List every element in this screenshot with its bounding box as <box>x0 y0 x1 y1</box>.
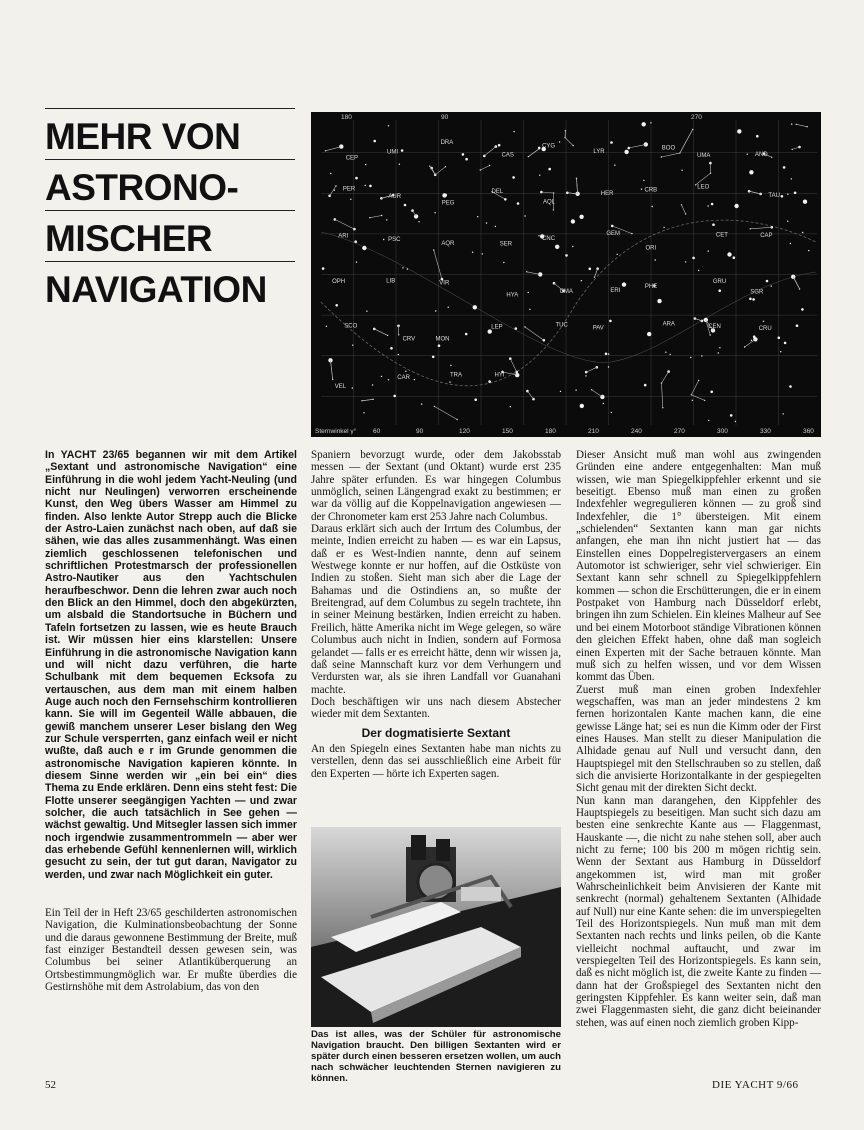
star-dot <box>608 366 609 367</box>
star-dot <box>681 170 682 171</box>
page-number: 52 <box>45 1079 56 1091</box>
column-2 <box>311 449 561 780</box>
constellation-label: DRA <box>440 140 454 146</box>
star-dot <box>353 228 356 231</box>
constellation-label: PHE <box>644 284 658 291</box>
star-dot <box>698 270 699 271</box>
star-dot <box>641 189 642 190</box>
star-dot <box>589 268 592 271</box>
star-dot <box>624 150 628 154</box>
constellation-label: GEM <box>606 231 621 238</box>
body-paragraph: An den Spiegeln eines Sextanten habe man nichts zu verstellen, denn das sei ausschließlich eine Arbeit für den Experten — hörte ich Experten sagen. <box>311 742 561 780</box>
star-dot <box>735 421 736 422</box>
star-dot <box>790 243 791 244</box>
constellation-label: PAV <box>592 325 604 332</box>
constellation-label: SCO <box>344 323 358 330</box>
star-dot <box>644 384 647 387</box>
tick-label-bottom: 270 <box>674 428 685 435</box>
constellation-label: LEP <box>491 324 503 331</box>
constellation-label: AND <box>755 151 768 158</box>
constellation-label: HER <box>600 190 614 197</box>
sextant-photo-svg <box>311 827 561 1027</box>
star-dot <box>477 216 478 217</box>
constellation-label: CAR <box>397 375 410 382</box>
star-dot <box>335 304 338 307</box>
star-dot <box>733 256 736 259</box>
star-dot <box>796 324 799 327</box>
star-dot <box>354 240 357 243</box>
tick-label-bottom: 300 <box>717 428 728 435</box>
star-dot <box>749 170 753 174</box>
subheading: Der dogmatisierte Sextant <box>361 725 511 740</box>
star-dot <box>708 250 709 251</box>
star-dot <box>388 379 389 380</box>
star-dot <box>515 327 518 330</box>
star-dot <box>538 235 539 236</box>
star-dot <box>517 202 520 205</box>
constellation-label: LEO <box>697 184 710 191</box>
star-dot <box>596 366 599 369</box>
star-dot <box>771 285 772 286</box>
constellation-label: CAS <box>501 152 514 159</box>
star-dot <box>622 282 626 286</box>
star-dot <box>783 413 784 414</box>
star-dot <box>381 376 382 377</box>
star-dot <box>474 398 477 401</box>
star-dot <box>401 149 404 152</box>
body-paragraph: Zuerst muß man einen groben Indexfehler wegschaffen, was man an jeder mindestens 2 km fernen horizontalen Kante machen kann, die eine gewisse Länge hat; sei es nun die Kimm oder der First eines Hauses. Man stellt zu dieser Manipulation die Alhidade genau auf Null und versucht dann, den Hauptspiegel mit den Stellschrauben so zu stellen, daß sich die anvisierte Horizontalkante in der gespiegelten Sicht genau mit der direkten Sicht deckt. <box>576 683 821 795</box>
star-dot <box>808 250 809 251</box>
star-dot <box>605 353 608 356</box>
star-dot <box>404 204 407 207</box>
star-dot <box>445 194 448 197</box>
star-dot <box>647 332 651 336</box>
constellation-label: PER <box>342 186 356 193</box>
star-dot <box>571 219 575 223</box>
star-dot <box>652 206 653 207</box>
constellation-label: TUC <box>555 322 568 329</box>
headline <box>45 108 295 312</box>
star-dot <box>644 142 648 146</box>
constellation-label: AUR <box>388 194 402 201</box>
title-rule <box>45 261 295 262</box>
constellation-label: ARI <box>338 233 349 240</box>
star-dot <box>614 165 615 166</box>
star-dot <box>784 342 787 345</box>
title-rule <box>45 108 295 109</box>
star-chart-svg <box>311 112 821 437</box>
star-dot <box>402 267 403 268</box>
constellation-label: SER <box>499 241 513 248</box>
title-rule <box>45 159 295 160</box>
star-dot <box>581 280 582 281</box>
star-dot <box>708 420 709 421</box>
tick-label-bottom: 240 <box>631 428 642 435</box>
constellation-label: AQR <box>441 241 455 248</box>
star-dot <box>657 299 661 303</box>
star-dot <box>528 292 529 293</box>
star-dot <box>711 203 714 206</box>
tick-label-bottom: 90 <box>416 428 424 435</box>
star-dot <box>737 129 741 133</box>
star-dot <box>465 158 468 161</box>
star-dot <box>655 259 656 260</box>
constellation-label: ORI <box>645 245 657 252</box>
star-dot <box>650 122 651 123</box>
star-dot <box>350 199 351 200</box>
star-dot <box>448 307 449 308</box>
tick-label-bottom: 360 <box>803 428 814 435</box>
star-dot <box>449 381 450 382</box>
star-dot <box>482 253 483 254</box>
star-dot <box>432 356 435 359</box>
star-dot <box>670 354 671 355</box>
constellation-label: TRA <box>450 372 462 379</box>
star-dot <box>512 176 515 179</box>
body-paragraph: Nun kann man darangehen, den Kippfehler des Hauptspiegels zu beseitigen. Man sucht sich dazu am besten eine senkrechte Kante aus — Flaggenmast, Hauskante —, die nicht zu nahe stehen soll, aber auch nicht zu ferne; 100 bis 200 m mögen richtig sein. Wenn der Sextant aus Hamburg in Düsseldorf angekommen ist, wird man mit großer Wahrscheinlichkeit beim Anvisieren der Kante mit senkrecht (normal) gehaltenem Sextanten (Alhidade auf Null) nur eine Kante sehen: die im unverspiegelten Teil des Horizontspiegels. Nun muß man mit dem Sextanten nach rechts und links peilen, ob die Kante vielleicht nochmal auftaucht, und zwar im verspiegelten Teil des Horizontspiegels. Es kann sein, daß es nicht möglich ist, die zweite Kante zu finden — dann hat der Großspiegel des Sextanten nicht den geringsten Kippfehler. Es kann weiter sein, daß man zwei Flaggenmasten sieht, die ganz dicht beieinander stehen, was auf einen noch ziemlich groben Kipp- <box>576 794 821 1029</box>
title-line-1: MEHR VON <box>45 116 241 157</box>
star-dot <box>565 254 568 257</box>
star-dot <box>611 225 614 228</box>
star-dot <box>373 140 376 143</box>
star-dot <box>727 252 731 256</box>
star-dot <box>352 345 353 346</box>
star-dot <box>515 373 519 377</box>
star-dot <box>753 335 756 338</box>
star-dot <box>575 389 576 390</box>
star-dot <box>434 212 435 213</box>
constellation-label: LYR <box>593 149 605 155</box>
star-dot <box>643 180 644 181</box>
photo-caption: Das ist alles, was der Schüler für astronomische Navigation braucht. Den billigen Sextanten wird er später durch einen besseren ersetzen wollen, um auch nach schwächer leuchtenden Sternen navigieren zu können. <box>311 1029 561 1084</box>
star-dot <box>414 379 415 380</box>
star-dot <box>559 141 560 142</box>
star-dot <box>719 347 720 348</box>
star-dot <box>747 154 748 155</box>
constellation-label: ERI <box>610 288 621 294</box>
star-dot <box>787 221 788 222</box>
star-dot <box>529 309 530 310</box>
star-dot <box>803 200 807 204</box>
star-dot <box>555 245 559 249</box>
body-paragraph: Spaniern bevorzugt wurde, oder dem Jakobsstab messen — der Sextant (und Oktant) wurde erst 235 Jahre später erfunden. Es war hingegen Columbus unmöglich, seinen Längengrad exakt zu bestimmen; er war da völlig auf die Koppelnavigation angewiesen — der Chronometer kam erst 253 Jahre nach Columbus. <box>311 449 561 523</box>
constellation-label: CET <box>715 232 728 239</box>
star-dot <box>734 204 738 208</box>
star-dot <box>383 239 384 240</box>
star-dot <box>579 215 583 219</box>
star-dot <box>756 135 759 138</box>
star-dot <box>363 412 364 413</box>
constellation-label: TAU <box>768 193 780 200</box>
constellation-label: CYG <box>542 143 556 150</box>
constellation-label: CAP <box>760 233 773 239</box>
star-dot <box>539 175 540 176</box>
star-dot <box>642 122 646 126</box>
constellation-label: CRU <box>758 326 772 333</box>
star-dot <box>386 219 387 220</box>
title-line-4: NAVIGATION <box>45 269 267 310</box>
title-rule <box>45 210 295 211</box>
star-dot <box>326 326 327 327</box>
star-dot <box>450 365 451 366</box>
star-dot <box>355 177 358 180</box>
star-dot <box>407 268 408 269</box>
star-dot <box>781 195 784 198</box>
star-dot <box>510 406 511 407</box>
star-dot <box>572 246 573 247</box>
star-dot <box>791 275 795 279</box>
star-dot <box>330 173 331 174</box>
star-dot <box>730 414 733 417</box>
star-dot <box>352 387 353 388</box>
constellation-label: MON <box>435 336 450 343</box>
constellation-label: CEN <box>708 324 721 330</box>
body-paragraph: Dieser Ansicht muß man wohl aus zwingenden Gründen eine andere entgegenhalten: Man muß wissen, wie man Spiegelkippfehler erkennt und sie beseitigt. Ebenso muß man einen zu großen Indexfehler wegregulieren können — zu groß sind Indexfehler, die 1° übersteigen. Mit einem „schielenden“ Sextanten kann man gar nichts anfangen, ehe man ihn nicht justiert hat — das Einstellen eines Doppelregistervergasers an einem Automotor ist schwieriger, sehr viel schwieriger. Ein Sextant kann sehr schnell zu Spiegelkippfehlern kommen — schon die Erschütterungen, die er in einem Postpaket von Hamburg nach Düsseldorf erlebt, bringen ihn zum Schielen. Ein kleines Malheur auf See und bei einem Motorboot ständige Vibrationen können den gleichen Effekt haben, ohne daß man sogleich einen Experten mit der Sache betrauen könnte. Man muß sich zu helfen wissen, und vor dem Wissen kommt das Üben. <box>576 449 821 684</box>
star-dot <box>763 321 764 322</box>
star-dot <box>362 246 366 250</box>
star-dot <box>718 289 721 292</box>
tick-label-bottom: 120 <box>459 428 470 435</box>
star-dot <box>791 123 792 124</box>
star-dot <box>712 223 715 226</box>
star-dot <box>513 131 514 132</box>
star-dot <box>498 144 501 147</box>
star-dot <box>435 310 436 311</box>
constellation-label: GRU <box>712 279 727 285</box>
star-dot <box>560 391 561 392</box>
tick-label-bottom: 330 <box>760 428 771 435</box>
sextant-photo <box>311 827 561 1027</box>
star-dot <box>780 351 781 352</box>
star-dot <box>801 308 804 311</box>
star-dot <box>611 412 612 413</box>
tick-label-bottom: 180 <box>545 428 556 435</box>
tick-label-top: 180 <box>341 114 352 121</box>
star-dot <box>322 267 325 270</box>
column-3 <box>576 449 821 1029</box>
star-dot <box>665 352 666 353</box>
star-dot <box>334 218 337 221</box>
star-dot <box>585 375 586 376</box>
star-dot <box>778 337 781 340</box>
star-dot <box>486 222 487 223</box>
star-dot <box>488 380 491 383</box>
constellation-label: PSC <box>388 237 401 244</box>
star-dot <box>405 371 406 372</box>
constellation-label: CRV <box>402 336 416 343</box>
star-dot <box>585 371 588 374</box>
star-dot <box>515 371 518 374</box>
tick-label-bottom: 210 <box>588 428 599 435</box>
star-dot <box>609 320 612 323</box>
star-dot <box>399 164 400 165</box>
star-dot <box>692 257 695 260</box>
star-dot <box>365 164 366 165</box>
star-dot <box>366 311 367 312</box>
star-dot <box>610 141 613 144</box>
star-dot <box>751 340 752 341</box>
column-1 <box>45 449 297 993</box>
star-dot <box>393 395 396 398</box>
star-dot <box>365 185 366 186</box>
constellation-label: OPH <box>332 279 346 286</box>
constellation-label: DEL <box>491 188 504 195</box>
star-dot <box>472 252 473 253</box>
star-dot <box>789 385 792 388</box>
star-dot <box>356 261 357 262</box>
title-line-2: ASTRONO- <box>45 167 239 208</box>
star-dot <box>707 205 708 206</box>
star-dot <box>787 194 788 195</box>
tick-label-top: 90 <box>441 114 449 121</box>
star-dot <box>791 178 792 179</box>
constellation-label: HYI <box>494 372 505 379</box>
star-dot <box>802 232 803 233</box>
star-dot <box>580 404 584 408</box>
magazine-issue: DIE YACHT 9/66 <box>712 1079 799 1091</box>
title-line-3: MISCHER <box>45 218 213 259</box>
body-paragraph: Doch beschäftigen wir uns nach diesem Abstecher wieder mit dem Sextanten. <box>311 695 561 721</box>
constellation-label: CEP <box>345 155 359 162</box>
star-dot <box>749 298 752 301</box>
tick-label-bottom: 150 <box>502 428 513 435</box>
star-dot <box>794 192 797 195</box>
star-dot <box>548 168 551 171</box>
constellation-label: CRB <box>644 187 658 194</box>
star-dot <box>692 400 693 401</box>
star-dot <box>390 347 393 350</box>
star-dot <box>752 298 755 301</box>
star-dot <box>608 353 609 354</box>
constellation-label: UMA <box>697 153 711 159</box>
star-dot <box>538 147 541 150</box>
star-chart-image <box>311 112 821 437</box>
constellation-label: LIB <box>386 278 396 285</box>
constellation-label: CMA <box>559 288 573 295</box>
constellation-label: VEL <box>334 384 347 390</box>
star-dot <box>663 227 664 228</box>
constellation-label: BOO <box>661 145 676 152</box>
star-dot <box>369 185 372 188</box>
star-dot <box>438 344 441 347</box>
constellation-label: VIR <box>439 280 450 287</box>
constellation-label: SGR <box>750 289 764 296</box>
star-dot <box>690 357 691 358</box>
star-dot <box>524 215 525 216</box>
tick-label-bottom: 60 <box>373 428 381 435</box>
star-dot <box>373 328 376 331</box>
star-dot <box>465 333 468 336</box>
star-dot <box>398 354 399 355</box>
constellation-label: HYA <box>506 292 519 299</box>
star-dot <box>418 221 419 222</box>
star-dot <box>701 355 702 356</box>
star-dot <box>372 384 373 385</box>
constellation-label: PEG <box>441 200 455 207</box>
constellation-label: AQL <box>543 199 556 206</box>
star-dot <box>421 403 422 404</box>
tick-label-top: 270 <box>691 114 702 121</box>
star-dot <box>710 391 713 394</box>
axis-bottom-label: Sternwinkel γ° <box>315 428 357 435</box>
body-paragraph: Daraus erklärt sich auch der Irrtum des Columbus, der meinte, Indien erreicht zu haben — es war ein Lapsus, daß er es West-Indien nannte, denn auf seinem Westwege konnte er nur hoffen, auf die Ostküste von Indien zu stoßen. Sieht man sich aber die Lage der Bahamas und die Ostindiens an, so mußte der Breitengrad, auf dem Columbus zu segeln trachtete, ihn in seiner Meinung bestärken, Indien erreicht zu haben. Freilich, hätte Amerika nicht im Wege gelegen, so wäre Columbus auch nicht in Indien, sondern auf Formosa gelandet — falls er es erreicht hätte, denn wir wissen ja, daß seine Mannschaft kurz vor dem Verhungern und Verdursten war, als sie ihren Landfall vor Guanahani machte. <box>311 523 561 696</box>
star-dot <box>503 262 504 263</box>
star-dot <box>603 403 604 404</box>
star-dot <box>685 261 686 262</box>
star-dot <box>718 352 719 353</box>
star-dot <box>388 125 389 126</box>
star-dot <box>766 280 769 283</box>
star-dot <box>495 226 496 227</box>
intro-paragraph: In YACHT 23/65 begannen wir mit dem Artikel „Sextant und astronomische Navigation“ eine Einführung in die wohl jedem Yacht-Neuling (und nicht nur Neulingen) verworren erscheinende Kunst, den Weg übers Wasser am Himmel zu finden. Also lenkte Autor Strepp auch die Blicke der Astro-Laien zunächst nach oben, auf daß sie sähen, wie das alles zusammenhängt. Was einen ziemlich geschlossenen telefonischen und schriftlichen Protestmarsch der professionellen Astro-Nautiker aus den Yachtschulen heraufbeschwor. Denn die lehren zwar auch noch den Blick an den Himmel, doch den abgekürzten, um alsbald die Standortsuche in Büchern und Tafeln fortsetzen zu lassen, wie es heute Brauch ist. Wir müssen hier eins klarstellen: Unsere Einführung in die astronomische Navigation kann und will nicht dazu verführen, die harte Schulbank mit dem bequemen Ecksofa zu vertauschen, aus dem man mit einem halben Auge auch noch den Fernsehschirm kontrollieren kann. Sie will im Gegenteil Wälle abbauen, die gewiß manchem unserer Leser bislang den Weg zur Schule versperrten, ganz einfach weil er nicht wußte, daß auch e r im Grunde genommen die astronomische Navigation kapieren könnte. In diesem Sinne werden wir „ein bei ein“ dies Thema zu Ende erklären. Denn eins steht fest: Die Flotte unserer seegängigen Yachten — und zwar solcher, die auch tatsächlich in See gehen — wächst gewaltig. Und Mitsegler lassen sich immer noch irgendwie zusammentrommeln — aber wer das erhebende Gefühl kennenlernen will, wirklich gesucht zu sein, der tut gut daran, Navigator zu werden, und zwar nach Möglichkeit ein guter. <box>45 449 297 881</box>
star-dot <box>462 153 465 156</box>
constellation-label: ARA <box>662 321 675 328</box>
body-paragraph: Ein Teil der in Heft 23/65 geschilderten astronomischen Navigation, die Kulminationsbeobachtung der Sonne und die daraus gewonnene Bestimmung der Breite, muß fast einziger Bestandteil dessen gewesen sein, was Columbus bei seiner Atlantiküberquerung an Ortsbestimmungmöglich war. Er mußte überdies die Gestirnshöhe mit dem Astrolabium, das von den <box>45 907 297 994</box>
star-dot <box>783 166 786 169</box>
constellation-label: UMI <box>387 149 398 156</box>
star-dot <box>473 305 477 309</box>
star-dot <box>617 254 618 255</box>
constellation-label: CNC <box>542 235 556 242</box>
